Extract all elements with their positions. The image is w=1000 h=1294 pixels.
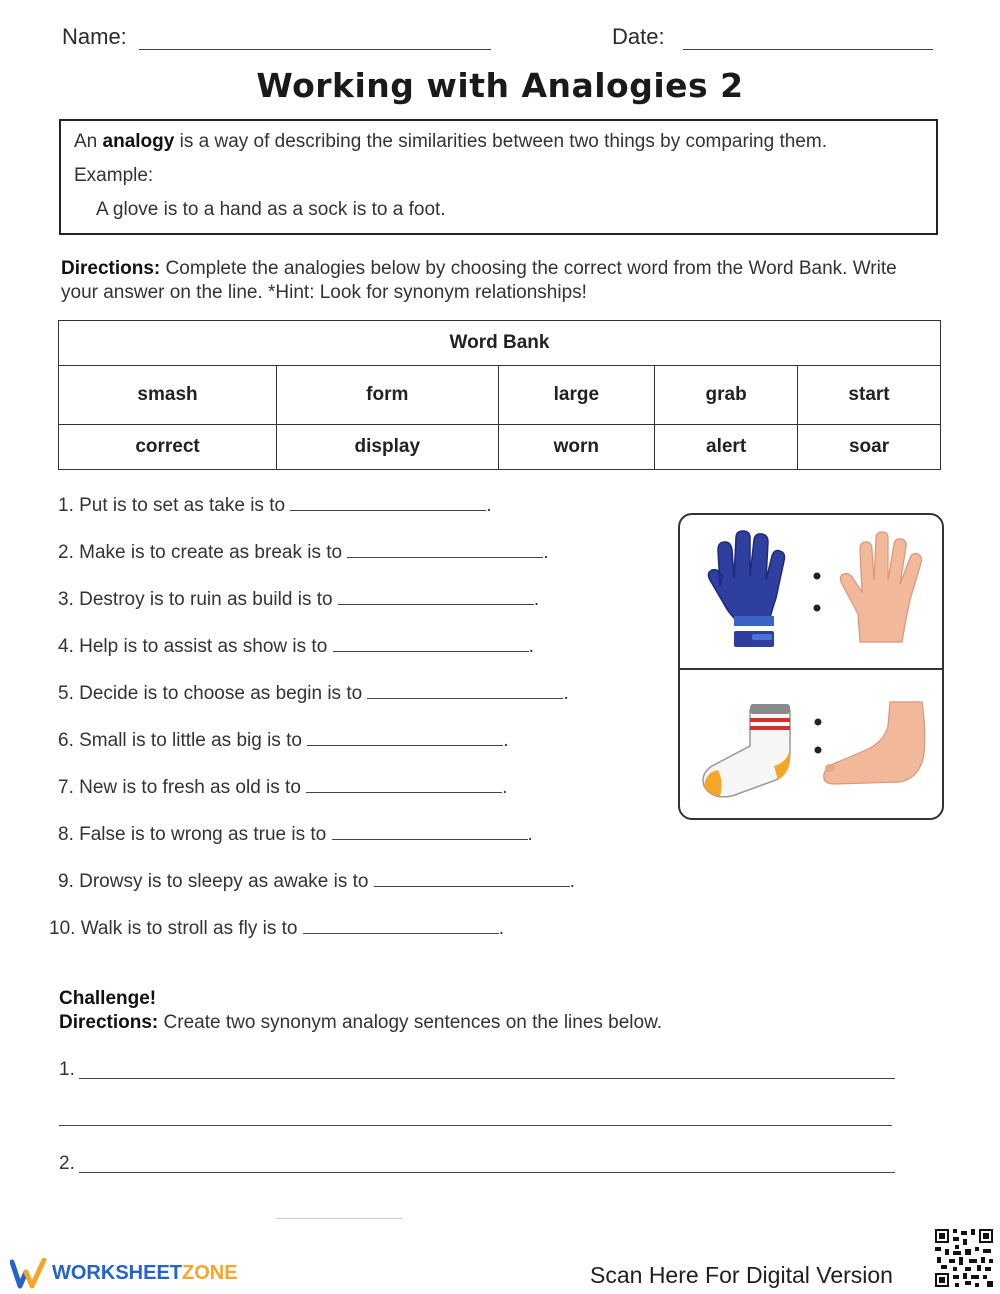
word-bank-cell: worn [498, 425, 655, 470]
hand-icon [834, 530, 926, 650]
answer-line[interactable] [332, 823, 528, 840]
footer-divider [276, 1218, 403, 1219]
sock-icon [698, 700, 802, 800]
question-item: 6. Small is to little as big is to . [58, 730, 509, 751]
answer-line[interactable] [338, 588, 534, 605]
word-bank-cell: alert [655, 425, 798, 470]
word-bank-cell: soar [798, 425, 941, 470]
directions: Directions: Complete the analogies below by choosing the correct word from the Word Bank. Write your answer on the line. *Hint: Look for synonym relationships! [61, 258, 897, 303]
analogy-term: analogy [102, 131, 175, 152]
name-field [62, 24, 491, 50]
date-blank[interactable] [683, 29, 933, 50]
answer-line[interactable] [347, 541, 543, 558]
ratio-colon-icon [810, 566, 824, 616]
question-item: 5. Decide is to choose as begin is to . [58, 683, 569, 704]
word-bank-title: Word Bank [59, 321, 941, 366]
question-item: 4. Help is to assist as show is to . [58, 636, 534, 657]
word-bank-cell: correct [59, 425, 277, 470]
word-bank-table [58, 320, 941, 470]
definition-text: An analogy is a way of describing the similarities between two things by comparing them. [74, 131, 827, 152]
challenge-line[interactable] [79, 1078, 895, 1079]
word-bank-cell: display [277, 425, 498, 470]
challenge-title: Challenge! [59, 988, 157, 1009]
answer-line[interactable] [333, 635, 529, 652]
question-item: 10. Walk is to stroll as fly is to . [49, 918, 505, 939]
date-label: Date: [612, 24, 665, 49]
name-blank[interactable] [139, 29, 491, 50]
question-item: 8. False is to wrong as true is to . [58, 824, 533, 845]
glove-icon [700, 528, 800, 653]
challenge-directions: Directions: Create two synonym analogy sentences on the lines below. [59, 1012, 663, 1033]
brand-name[interactable]: WORKSHEETZONE [52, 1262, 238, 1284]
challenge-line-label: 1. [59, 1059, 75, 1080]
word-bank-cell: smash [59, 366, 277, 425]
question-item: 2. Make is to create as break is to . [58, 542, 549, 563]
scan-caption: Scan Here For Digital Version [590, 1262, 893, 1288]
qr-code-icon[interactable] [933, 1227, 995, 1289]
question-item: 9. Drowsy is to sleepy as awake is to . [58, 871, 576, 892]
date-field [612, 24, 933, 50]
word-bank-cell: start [798, 366, 941, 425]
challenge-line-label: 2. [59, 1153, 75, 1174]
answer-line[interactable] [306, 776, 502, 793]
name-label: Name: [62, 24, 127, 49]
word-bank-cell: form [277, 366, 498, 425]
question-item: 7. New is to fresh as old is to . [58, 777, 508, 798]
word-bank-cell: grab [655, 366, 798, 425]
page-title: Working with Analogies 2 [256, 66, 744, 105]
example-text: A glove is to a hand as a sock is to a foot. [96, 199, 446, 220]
word-bank-cell: large [498, 366, 655, 425]
challenge-line[interactable] [59, 1125, 892, 1126]
answer-line[interactable] [303, 917, 499, 934]
answer-line[interactable] [367, 682, 563, 699]
challenge-line[interactable] [79, 1172, 895, 1173]
picture-divider [679, 668, 943, 670]
example-label: Example: [74, 165, 154, 186]
answer-line[interactable] [307, 729, 503, 746]
answer-line[interactable] [374, 870, 570, 887]
answer-line[interactable] [290, 494, 486, 511]
question-item: 3. Destroy is to ruin as build is to . [58, 589, 540, 610]
question-item: 1. Put is to set as take is to . [58, 495, 492, 516]
foot-icon [820, 698, 930, 790]
worksheetzone-logo-icon [10, 1258, 48, 1290]
